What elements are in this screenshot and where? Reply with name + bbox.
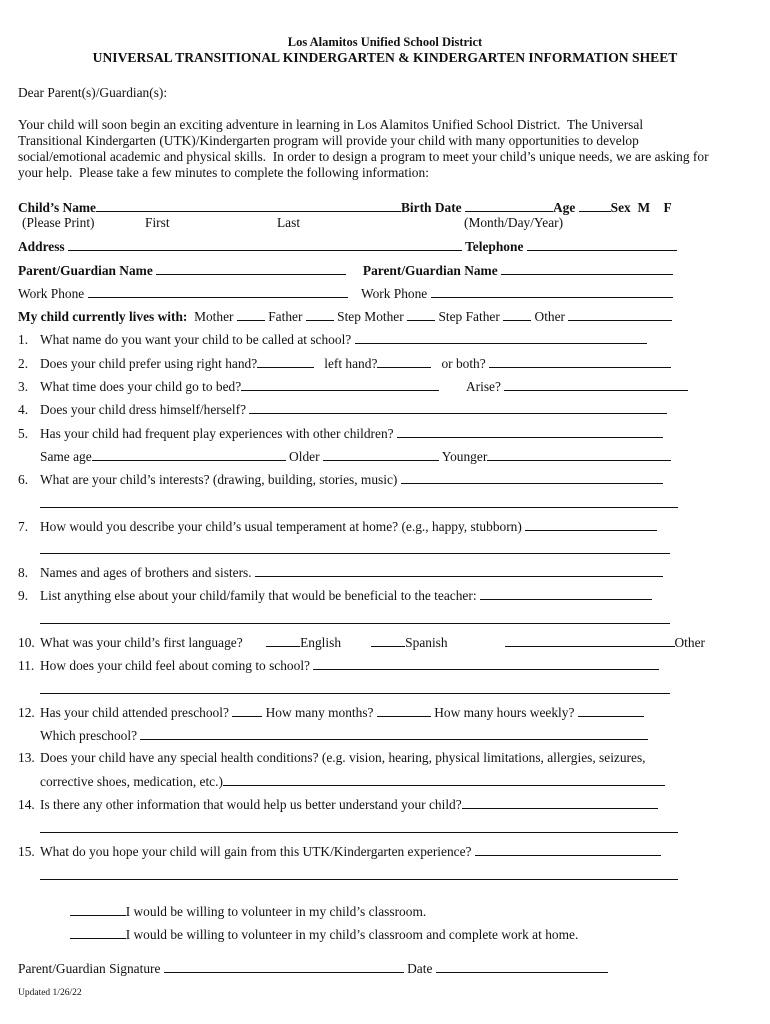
question-text: How does your child feel about coming to school? [40,658,310,673]
parent-name-row [18,263,673,277]
question-text: Does your child have any special health conditions? (e.g. vision, hearing, physical limitations, allergies, seizures, [40,750,646,765]
question-number: 3. [18,379,29,394]
mother-field[interactable] [237,309,265,321]
question-number: 5. [18,426,29,441]
intro-line-3: social/emotional academic and physical skills. In order to design a program to meet your child’s unique needs, we are asking for [18,149,709,164]
q6-answer-line-2[interactable] [40,507,678,508]
other-field[interactable] [568,309,672,321]
question-1 [18,332,647,346]
question-text: Names and ages of brothers and sisters. [40,565,252,580]
months-label: How many months? [265,705,374,720]
signature-date-field[interactable] [436,961,608,973]
parent-name-1-field[interactable] [156,263,346,275]
sex-label: Sex [610,200,631,215]
step-father-field[interactable] [503,309,531,321]
step-mother-option: Step Mother [337,309,404,324]
question-12 [18,705,644,719]
spanish-field[interactable] [371,635,405,647]
which-preschool-field[interactable] [140,728,648,740]
telephone-field[interactable] [527,239,677,251]
signature-date-label: Date [407,961,433,976]
q14-answer-field[interactable] [462,797,658,809]
question-13-continued [40,774,665,788]
question-number: 11. [18,658,35,673]
work-phone-1-field[interactable] [88,286,348,298]
question-number: 6. [18,472,29,487]
q7-answer-line-2[interactable] [40,553,670,554]
question-text: Has your child had frequent play experiences with other children? [40,426,394,441]
both-hands-field[interactable] [489,356,671,368]
signature-field[interactable] [164,961,404,973]
same-age-label: Same age [40,449,92,464]
volunteer-option-2 [63,914,578,942]
younger-field[interactable] [487,449,671,461]
q7-answer-field[interactable] [525,519,657,531]
child-name-field[interactable] [96,200,401,212]
question-10 [18,635,705,649]
district-name: Los Alamitos Unified School District [287,35,483,49]
months-field[interactable] [377,705,431,717]
birth-date-label: Birth Date [401,200,462,215]
address-field[interactable] [68,239,462,251]
q15-answer-line-2[interactable] [40,879,678,880]
question-9 [18,588,652,602]
question-8 [18,565,663,579]
father-field[interactable] [306,309,334,321]
younger-label: Younger [441,449,488,464]
q9-answer-line-2[interactable] [40,623,670,624]
lives-with-label: My child currently lives with: [18,309,188,324]
work-phone-1-label: Work Phone [18,286,85,301]
english-label: English [300,635,342,650]
address-label: Address [18,239,65,254]
first-name-caption: First [145,215,170,230]
last-name-caption: Last [277,215,301,230]
question-text: How would you describe your child’s usual temperament at home? (e.g., happy, stubborn) [40,519,522,534]
question-4 [18,402,667,416]
q15-answer-field[interactable] [475,844,661,856]
parent-name-1-label: Parent/Guardian Name [18,263,153,278]
question-6 [18,472,663,486]
question-text: What time does your child go to bed? [40,379,242,394]
work-phone-row [18,286,673,300]
question-2 [18,356,671,370]
please-print-note: (Please Print) [22,215,95,230]
other-language-label: Other [674,635,706,650]
lives-with-row [18,309,672,323]
question-13 [18,751,646,764]
question-5 [18,426,663,440]
which-preschool-label: Which preschool? [40,728,138,743]
question-text: Is there any other information that would help us better understand your child? [40,797,462,812]
question-number: 2. [18,356,29,371]
q1-answer-field[interactable] [355,332,647,344]
other-option: Other [534,309,566,324]
q5-answer-field[interactable] [397,426,663,438]
same-age-field[interactable] [92,449,286,461]
older-field[interactable] [323,449,439,461]
bedtime-field[interactable] [241,379,439,391]
question-number: 15. [18,844,35,859]
left-hand-label: left hand? [324,356,378,371]
spanish-label: Spanish [405,635,448,650]
question-text: Does your child prefer using right hand? [40,356,258,371]
hours-weekly-label: How many hours weekly? [434,705,575,720]
question-text-continued: corrective shoes, medication, etc.) [40,774,223,789]
question-7 [18,519,657,533]
volunteer-1-label: I would be willing to volunteer in my child’s classroom. [125,904,427,920]
question-text: Has your child attended preschool? [40,705,229,720]
signature-label: Parent/Guardian Signature [18,961,161,976]
sex-f-option[interactable]: F [663,200,672,215]
arise-field[interactable] [504,379,688,391]
question-5-ages [40,449,671,463]
question-text: What are your child’s interests? (drawing, building, stories, music) [40,472,398,487]
q8-answer-field[interactable] [255,565,663,577]
step-mother-field[interactable] [407,309,435,321]
work-phone-2-field[interactable] [431,286,673,298]
right-hand-field[interactable] [257,356,314,368]
question-number: 10. [18,635,35,650]
birth-date-field[interactable] [465,200,553,212]
left-hand-field[interactable] [377,356,431,368]
q11-answer-field[interactable] [313,658,659,670]
question-14 [18,797,658,811]
english-field[interactable] [266,635,300,647]
question-number: 13. [18,750,35,765]
older-label: Older [289,449,320,464]
preschool-attended-field[interactable] [232,705,262,717]
other-language-field[interactable] [505,635,675,647]
work-phone-2-label: Work Phone [361,286,428,301]
parent-name-2-label: Parent/Guardian Name [362,263,498,278]
question-text: What do you hope your child will gain from this UTK/Kindergarten experience? [40,844,472,859]
age-label: Age [552,200,576,215]
signature-row [18,961,608,975]
question-number: 14. [18,797,35,812]
form-title: UNIVERSAL TRANSITIONAL KINDERGARTEN & KINDERGARTEN INFORMATION SHEET [92,50,678,65]
question-3 [18,379,688,393]
telephone-label: Telephone [465,239,524,254]
question-text: List anything else about your child/family that would be beneficial to the teacher: [40,588,477,603]
both-hands-label: or both? [441,356,486,371]
question-text: What was your child’s first language? [40,635,243,650]
sex-m-option[interactable]: M [637,200,651,215]
q11-answer-line-2[interactable] [40,693,670,694]
q6-answer-field[interactable] [401,472,663,484]
question-number: 12. [18,705,35,720]
question-15 [18,844,661,858]
hours-weekly-field[interactable] [578,705,644,717]
intro-line-4: your help. Please take a few minutes to complete the following information: [18,165,429,180]
arise-label: Arise? [465,379,501,394]
address-row [18,239,677,253]
question-11 [18,658,659,672]
father-option: Father [268,309,303,324]
mother-option: Mother [194,309,234,324]
updated-date: Updated 1/26/22 [18,988,82,998]
question-12-preschool [40,728,648,742]
question-number: 8. [18,565,29,580]
child-name-label: Child’s Name [18,200,96,215]
question-number: 7. [18,519,29,534]
greeting: Dear Parent(s)/Guardian(s): [18,85,168,100]
child-info-row [18,200,672,214]
parent-name-2-field[interactable] [501,263,673,275]
question-number: 9. [18,588,29,603]
intro-line-2: Transitional Kindergarten (UTK)/Kindergarten program will provide your child with many opportunities to develop [18,133,639,148]
age-field[interactable] [579,200,611,212]
question-number: 1. [18,332,29,347]
q14-answer-line-2[interactable] [40,832,678,833]
question-text: Does your child dress himself/herself? [40,402,247,417]
q9-answer-field[interactable] [480,588,652,600]
volunteer-2-field[interactable] [70,927,126,939]
intro-line-1: Your child will soon begin an exciting adventure in learning in Los Alamitos Unified School District. The Universal [18,117,644,132]
step-father-option: Step Father [438,309,500,324]
question-text: What name do you want your child to be called at school? [40,332,352,347]
q4-answer-field[interactable] [249,402,667,414]
q13-answer-field[interactable] [223,774,665,786]
date-format-caption: (Month/Day/Year) [464,215,564,230]
volunteer-2-label: I would be willing to volunteer in my child’s classroom and complete work at home. [125,927,579,943]
question-number: 4. [18,402,29,417]
